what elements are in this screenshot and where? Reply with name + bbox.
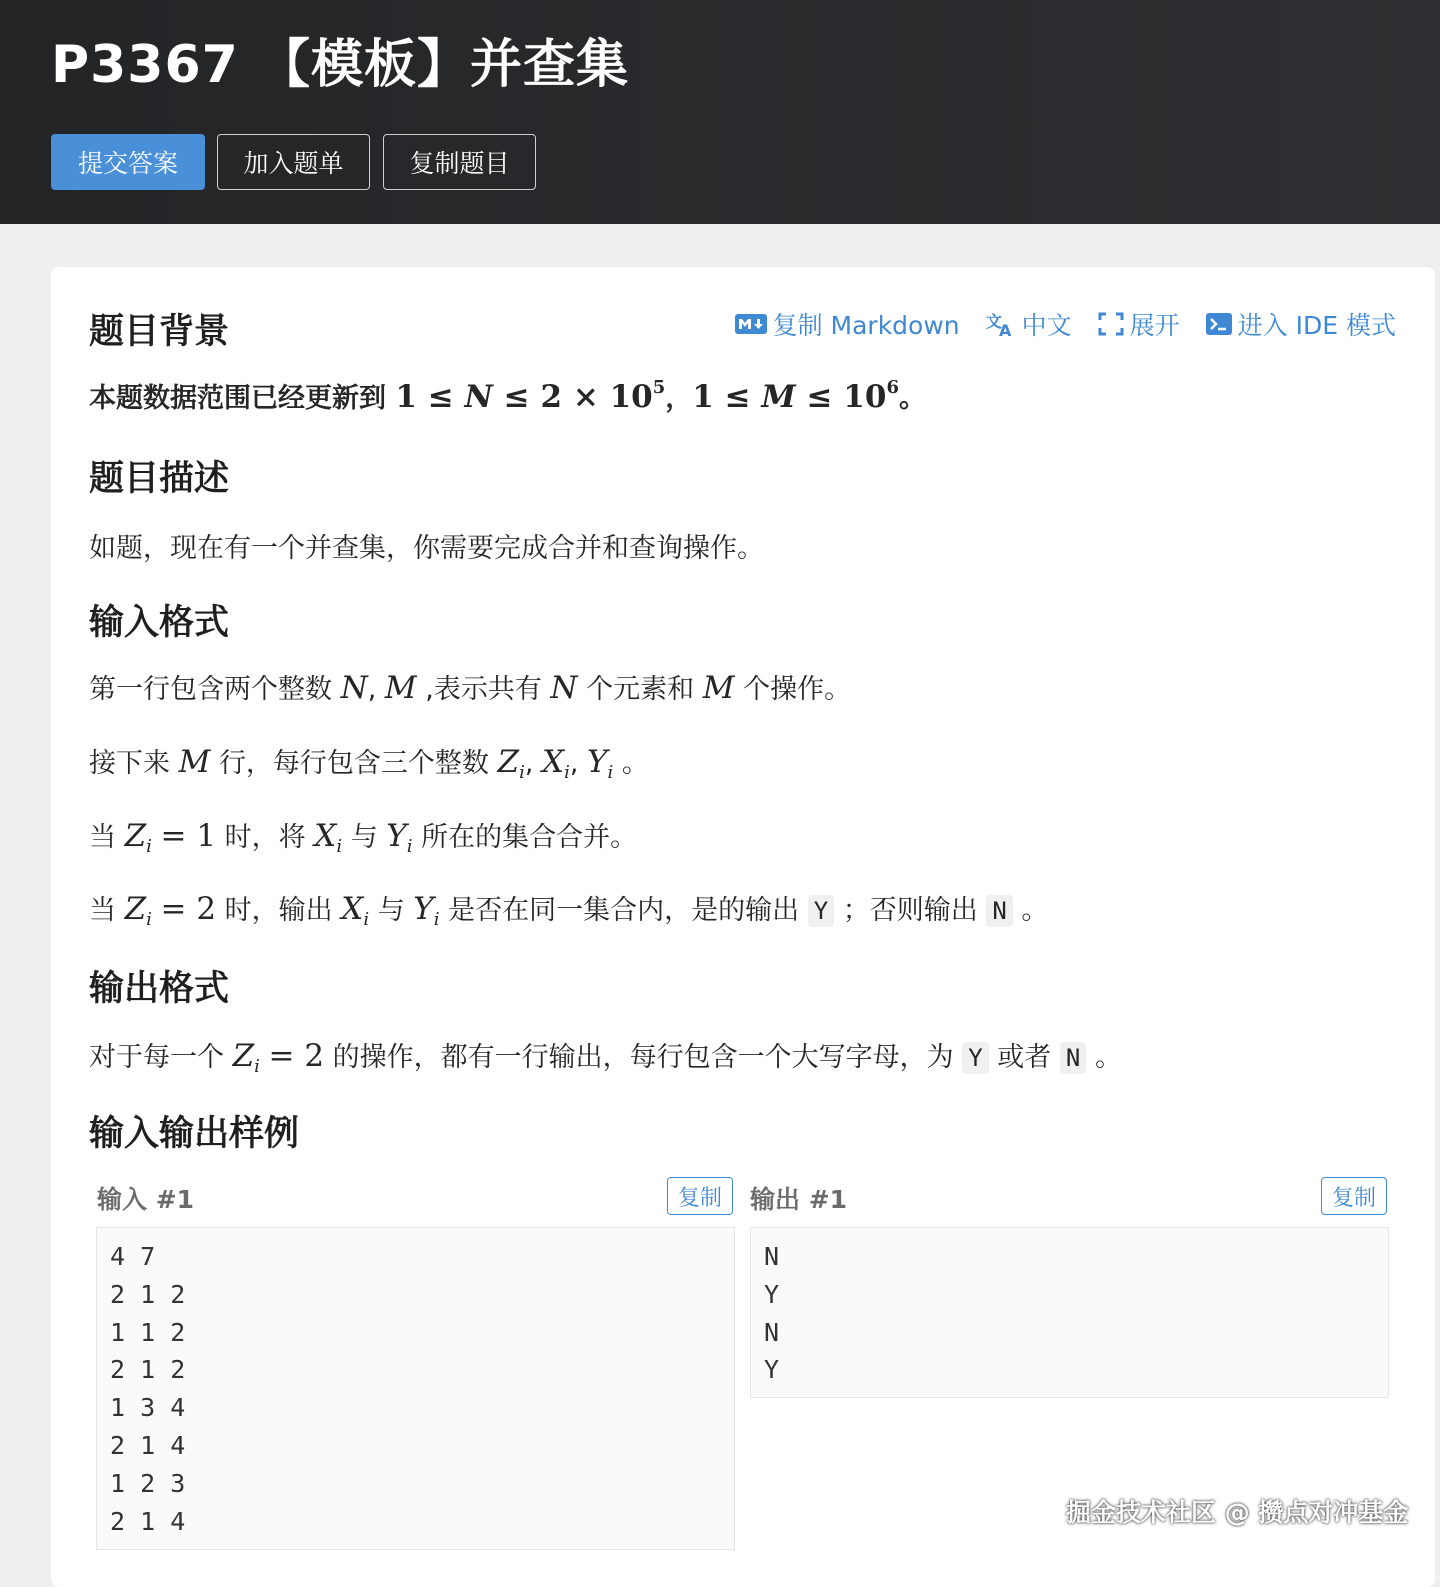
description-text: 如题，现在有一个并查集，你需要完成合并和查询操作。 — [89, 533, 764, 564]
text-fragment: 对于每一个 — [89, 1042, 224, 1073]
copy-markdown-button[interactable] — [735, 306, 960, 342]
text-fragment: ,表示共有 — [425, 674, 542, 705]
copy-output-button[interactable]: 复制 — [1321, 1177, 1387, 1215]
sample-input-block[interactable]: 4 7 2 1 2 1 1 2 2 1 2 1 3 4 2 1 4 1 2 3 2 1 4 — [96, 1227, 735, 1550]
sample-output-block[interactable]: N Y N Y — [750, 1227, 1389, 1398]
markdown-icon — [735, 314, 767, 334]
page-title: P3367 【模板】并查集 — [51, 35, 629, 95]
input-format-line4: 当 $Z_i = 2$ 时，输出 $X_i$ 与 $Y_i$ 是否在同一集合内，是的输出 Y ；否则输出 N 。 — [89, 891, 1049, 930]
copy-markdown-label: 复制 Markdown — [772, 311, 960, 340]
text-fragment: 时，将 — [224, 822, 306, 853]
input-format-heading: 输入格式 — [89, 603, 230, 643]
add-to-list-button[interactable]: 加入题单 — [217, 134, 370, 190]
background-text: 本题数据范围已经更新到 $1 \le N \le 2 \times 10^5$，$1 \le M \le 10^6$。 — [89, 377, 926, 415]
description-heading: 题目描述 — [89, 459, 230, 499]
text-fragment: 或者 — [997, 1042, 1052, 1073]
sample-input-label: 输入 #1 — [97, 1185, 195, 1214]
expand-button[interactable] — [1098, 306, 1180, 342]
text-fragment: 。 — [621, 748, 649, 779]
text-fragment: ；否则输出 — [842, 895, 978, 926]
svg-text:文: 文 — [985, 312, 1002, 331]
language-switch[interactable] — [986, 306, 1072, 342]
output-format-text: 对于每一个 $Z_i = 2$ 的操作，都有一行输出，每行包含一个大写字母，为 Y 或者 N 。 — [89, 1038, 1122, 1077]
text-fragment: 当 — [89, 895, 116, 926]
text-fragment: 。 — [1021, 895, 1049, 926]
expand-label: 展开 — [1129, 311, 1180, 340]
background-prefix: 本题数据范围已经更新到 — [89, 383, 386, 414]
text-fragment: 时，输出 — [224, 895, 333, 926]
translate-icon — [986, 311, 1016, 337]
samples-heading: 输入输出样例 — [89, 1114, 300, 1154]
background-heading: 题目背景 — [89, 312, 230, 352]
no-code: N — [986, 895, 1012, 927]
copy-problem-button[interactable]: 复制题目 — [383, 134, 536, 190]
text-fragment: 当 — [89, 822, 116, 853]
copy-input-button[interactable]: 复制 — [667, 1177, 733, 1215]
input-format-line3: 当 $Z_i = 1$ 时，将 $X_i$ 与 $Y_i$ 所在的集合合并。 — [89, 818, 638, 857]
problem-toolbar — [735, 306, 1396, 342]
yes-code: Y — [808, 895, 834, 927]
expand-icon — [1098, 312, 1124, 336]
text-fragment: 是否在同一集合内，是的输出 — [448, 895, 800, 926]
text-fragment: 个操作。 — [743, 674, 852, 705]
output-format-heading: 输出格式 — [89, 969, 230, 1009]
text-fragment: 。 — [1094, 1042, 1122, 1073]
text-fragment: 与 — [377, 895, 405, 926]
ide-mode-label: 进入 IDE 模式 — [1237, 311, 1396, 340]
text-fragment: 第一行包含两个整数 — [89, 674, 332, 705]
ide-mode-button[interactable] — [1206, 306, 1396, 342]
terminal-icon — [1206, 313, 1232, 335]
no-code: N — [1060, 1042, 1086, 1074]
text-fragment: 个元素和 — [586, 674, 695, 705]
sample-output-label: 输出 #1 — [750, 1185, 848, 1214]
text-fragment: 与 — [350, 822, 378, 853]
watermark: 掘金技术社区 @ 攒点对冲基金 — [1066, 1498, 1409, 1527]
problem-header — [0, 0, 1440, 224]
text-fragment: 接下来 — [89, 748, 170, 779]
yes-code: Y — [962, 1042, 988, 1074]
text-fragment: 所在的集合合并。 — [421, 822, 638, 853]
input-format-line1: 第一行包含两个整数 N, M ,表示共有 N 个元素和 M 个操作。 — [89, 670, 852, 706]
input-format-line2: 接下来 M 行，每行包含三个整数 $Z_i$, $X_i$, $Y_i$ 。 — [89, 744, 649, 783]
svg-text:A: A — [998, 321, 1012, 337]
text-fragment: 行，每行包含三个整数 — [218, 748, 489, 779]
text-fragment: 的操作，都有一行输出，每行包含一个大写字母，为 — [332, 1042, 954, 1073]
language-label: 中文 — [1021, 311, 1072, 340]
submit-button[interactable]: 提交答案 — [51, 134, 205, 190]
